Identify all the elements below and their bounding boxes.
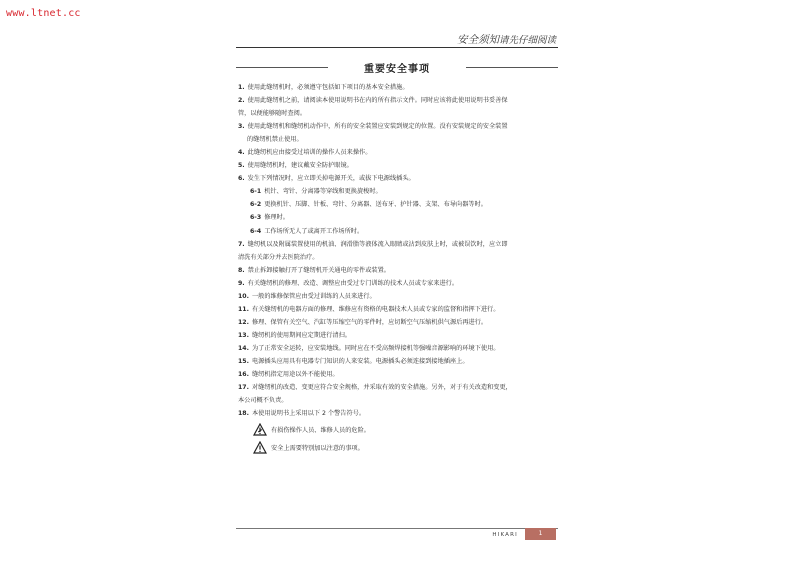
item-number: 6-1 (250, 188, 262, 196)
item-text: 清洗有关部分并去医院治疗。 (238, 253, 319, 261)
item-number: 14. (238, 344, 249, 352)
warning-item (238, 438, 558, 456)
item-text: 本公司概不负责。 (238, 397, 288, 405)
item-text: 一般的维修保管应由受过训练的人员来进行。 (251, 292, 376, 300)
item-number: 17. (238, 384, 249, 392)
item-text: 此缝纫机应由接受过培训的操作人员来操作。 (247, 149, 372, 157)
item-text: 机针、弯针、分离器等穿线和更换旋梭时。 (264, 188, 382, 196)
list-item-continuation (238, 394, 558, 407)
list-item (238, 407, 558, 420)
item-text: 使用此缝纫机之前，请阅读本使用说明书在内的所有指示文件。同时应该将此使用说明书妥善保 (247, 97, 508, 105)
item-number: 6-2 (250, 201, 262, 209)
item-number: 3. (238, 123, 245, 131)
list-item (238, 316, 558, 329)
item-number: 6-3 (250, 214, 262, 222)
item-number: 9. (238, 279, 245, 287)
item-text: 缝纫机指定用途以外不能使用。 (251, 371, 339, 379)
item-number: 11. (238, 305, 249, 313)
page-number: 1 (525, 528, 556, 540)
item-text: 发生下列情况时，应立即关掉电源开关，或拔下电源线插头。 (247, 175, 415, 183)
item-text: 管，以便能够随时查阅。 (238, 110, 307, 118)
item-text: 更换机针、压脚、针板、弯针、分离器、送布牙、护针器、支架、布导向器等时。 (264, 201, 487, 209)
item-text: 缝纫机的使用期间应定期进行清扫。 (251, 331, 351, 339)
item-text: 修理、保管有关空气、汽缸等压缩空气的零件时，应切断空气压缩机供气源后再进行。 (251, 318, 488, 326)
list-item-continuation (238, 133, 558, 146)
header-rule (236, 47, 558, 48)
item-number: 6-4 (250, 227, 262, 235)
warning-text: 安全上需要特别加以注意的事项。 (271, 444, 364, 452)
list-item (238, 172, 558, 185)
header-title-sub: 请先仔细阅读 (498, 35, 556, 46)
item-number: 4. (238, 149, 245, 157)
list-item (238, 159, 558, 172)
list-item (238, 211, 558, 224)
header-title (457, 32, 556, 47)
list-item (238, 368, 558, 381)
list-item (238, 277, 558, 290)
item-text: 有关缝纫机的修理、改造、调整应由受过专门训练的技术人员或专家来进行。 (247, 279, 459, 287)
list-item (238, 329, 558, 342)
item-number: 7. (238, 240, 245, 248)
list-item (238, 94, 558, 107)
item-number: 5. (238, 162, 245, 170)
item-number: 8. (238, 266, 245, 274)
item-text: 电源插头应用具有电器专门知识的人来安装。电源插头必须连接到接地插座上。 (251, 357, 469, 365)
list-item (238, 290, 558, 303)
list-item (238, 198, 558, 211)
section-title: 重要安全事项 (364, 64, 430, 75)
item-number: 1. (238, 84, 245, 91)
item-text: 本使用说明书上采用以下 2 个警告符号。 (251, 410, 366, 418)
item-text: 有关缝纫机的电器方面的修理、维修应有资格的电器技术人员或专家的监督和指挥下进行。 (251, 305, 500, 313)
list-item (238, 146, 558, 159)
hazard-triangle-icon (253, 423, 267, 436)
item-text: 使用缝纫机时，建议戴安全防护眼镜。 (247, 162, 353, 170)
list-item (238, 342, 558, 355)
list-item (238, 185, 558, 198)
list-item (238, 225, 558, 238)
item-number: 12. (238, 318, 249, 326)
item-number: 16. (238, 371, 249, 379)
watermark-url: www.ltnet.cc (6, 8, 81, 19)
item-text: 缝纫机以及附属装置使用的机油、润滑脂等液体流入眼睛或沾到皮肤上时，或被误饮时，应立即 (247, 240, 508, 248)
item-number: 18. (238, 410, 249, 418)
item-text: 工作场所无人了或离开工作场所时。 (264, 227, 364, 235)
footer-brand: HIKARI (492, 532, 518, 538)
safety-items-list (238, 81, 558, 456)
list-item (238, 381, 558, 394)
section-title-row (236, 60, 558, 74)
item-text: 使用此缝纫机时，必须遵守包括如下项目的基本安全措施。 (247, 84, 409, 91)
list-item-continuation (238, 251, 558, 264)
section-rule-right (466, 67, 558, 68)
list-item (238, 81, 558, 94)
list-item (238, 120, 558, 133)
footer-rule (236, 528, 558, 529)
caution-triangle-icon (253, 441, 267, 454)
list-item (238, 238, 558, 251)
item-number: 6. (238, 175, 245, 183)
item-number: 15. (238, 357, 249, 365)
item-number: 10. (238, 292, 249, 300)
item-number: 2. (238, 97, 245, 105)
item-number: 13. (238, 331, 249, 339)
item-text: 禁止拆卸接触打开了缝纫机开关通电的零件或装置。 (247, 266, 390, 274)
item-text: 修理时。 (264, 214, 289, 222)
item-text: 使用此缝纫机和缝纫机动作中，所有的安全装置应安装到规定的位置。没有安装规定的安全装置 (247, 123, 508, 131)
item-text: 的缝纫机禁止使用。 (247, 136, 303, 144)
list-item (238, 355, 558, 368)
header-title-main: 安全须知 (456, 34, 499, 46)
document-page (236, 30, 558, 550)
list-item (238, 303, 558, 316)
item-text: 为了正常安全运转，应安装地线。同时应在不受高频焊接机等强噪音源影响的环境下使用。 (251, 344, 500, 352)
warning-text: 有损伤操作人员、维修人员的危险。 (271, 426, 370, 434)
warning-item (238, 420, 558, 438)
list-item-continuation (238, 107, 558, 120)
list-item (238, 264, 558, 277)
item-text: 对缝纫机的改造、变更应符合安全规格，并采取有效的安全措施。另外，对于有关改造和变更， (251, 384, 512, 392)
